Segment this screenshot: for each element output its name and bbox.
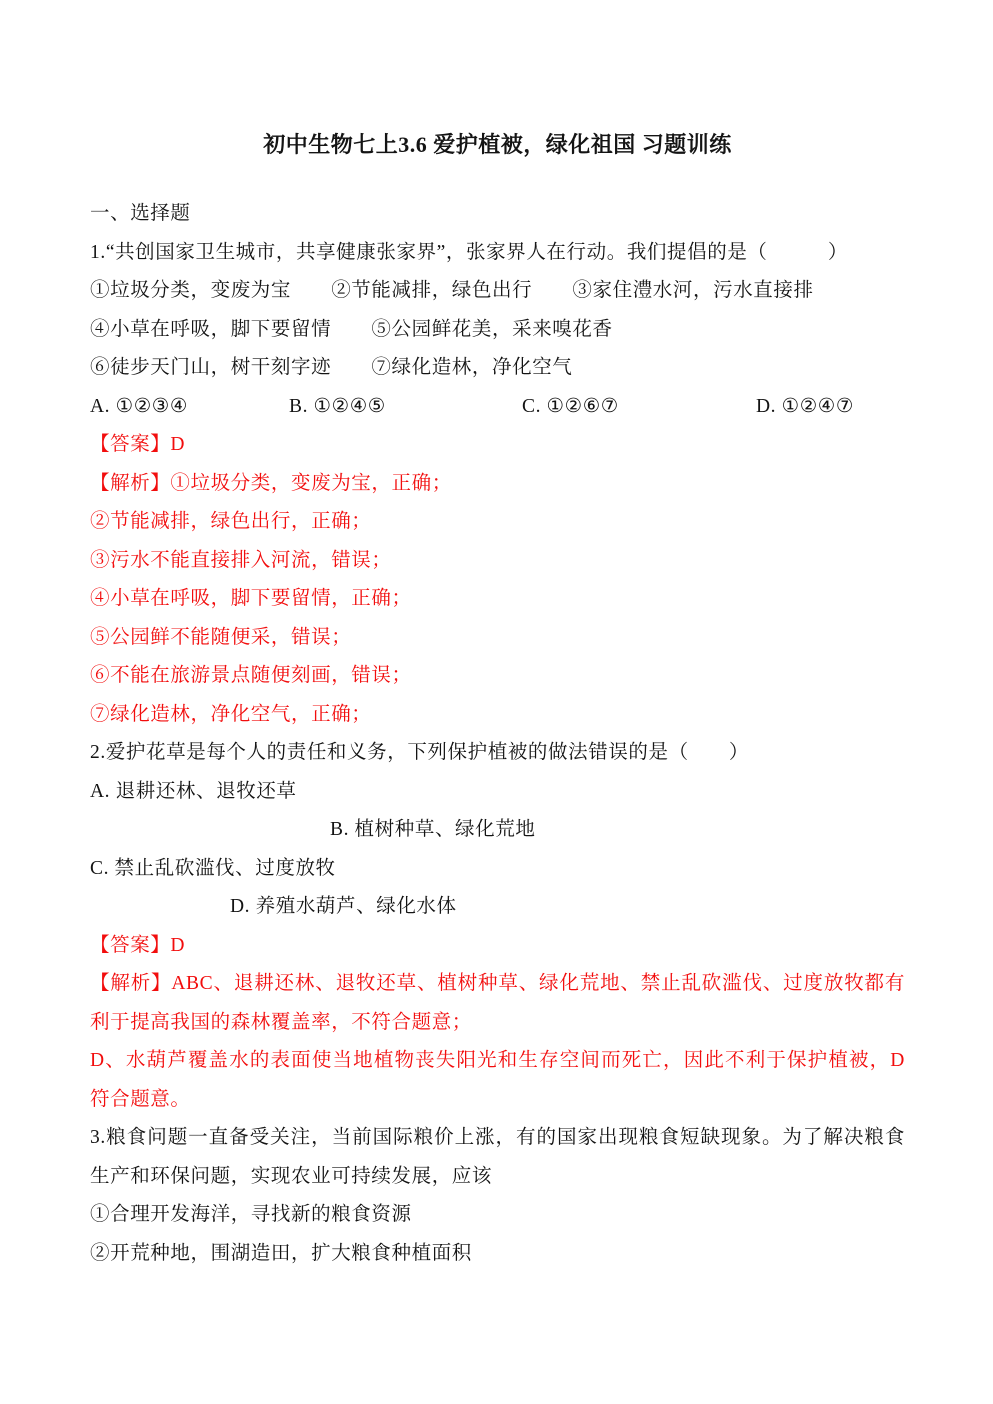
q2-option-d: D. 养殖水葫芦、绿化水体 [230, 896, 457, 917]
q3-stem-line-2: 生产和环保问题，实现农业可持续发展，应该 [90, 1165, 493, 1187]
q2-analysis-line-1: 【解析】ABC、退耕还林、退牧还草、植树种草、绿化荒地、禁止乱砍滥伐、过度放牧都有 [90, 973, 905, 994]
q1-option-d: D. ①②④⑦ [756, 395, 854, 417]
q2-option-a: A. 退耕还林、退牧还草 [90, 780, 297, 802]
q3-item-line-1: ①合理开发海洋，寻找新的粮食资源 [90, 1204, 412, 1225]
q1-analysis-line-4: ④小草在呼吸，脚下要留情，正确； [90, 588, 412, 609]
q2-answer: 【答案】D [90, 934, 186, 956]
q1-item-line-2: ④小草在呼吸，脚下要留情 ⑤公园鲜花美，采来嗅花香 [90, 318, 613, 340]
q1-analysis-line-7: ⑦绿化造林，净化空气，正确； [90, 703, 372, 725]
q2-analysis-line-4: 符合题意。 [90, 1088, 191, 1110]
q1-options-row [90, 388, 905, 427]
q1-stem: 1.“共创国家卫生城市，共享健康张家界”，张家界人在行动。我们提倡的是（ ） [90, 241, 848, 263]
q3-item-line-2: ②开荒种地，围湖造田，扩大粮食种植面积 [90, 1242, 472, 1264]
q1-analysis-line-5: ⑤公园鲜不能随便采，错误； [90, 626, 352, 648]
q1-item-line-3: ⑥徒步天门山，树干刻字迹 ⑦绿化造林，净化空气 [90, 357, 573, 378]
q3-stem-line-1: 3.粮食问题一直备受关注，当前国际粮价上涨，有的国家出现粮食短缺现象。为了解决粮食 [90, 1127, 905, 1148]
page-title: 初中生物七上3.6 爱护植被，绿化祖国 习题训练 [263, 132, 732, 157]
q1-item-line-1: ①垃圾分类，变废为宝 ②节能减排，绿色出行 ③家住澧水河，污水直接排 [90, 280, 814, 301]
document-content [90, 131, 905, 1273]
q1-analysis-line-6: ⑥不能在旅游景点随便刻画，错误； [90, 665, 412, 686]
q2-option-c: C. 禁止乱砍滥伐、过度放牧 [90, 857, 336, 879]
q1-option-b: B. ①②④⑤ [289, 395, 386, 417]
q1-analysis-line-2: ②节能减排，绿色出行，正确； [90, 511, 372, 532]
q1-option-c: C. ①②⑥⑦ [522, 395, 619, 417]
q1-analysis-line-3: ③污水不能直接排入河流，错误； [90, 549, 392, 571]
q2-option-b: B. 植树种草、绿化荒地 [330, 819, 536, 840]
q2-stem: 2.爱护花草是每个人的责任和义务，下列保护植被的做法错误的是（ ） [90, 742, 750, 763]
q2-analysis-line-2: 利于提高我国的森林覆盖率，不符合题意； [90, 1011, 472, 1033]
q1-analysis-line-1: 【解析】①垃圾分类，变废为宝，正确； [90, 472, 452, 494]
q1-option-a: A. ①②③④ [90, 395, 188, 417]
section-heading: 一、选择题 [90, 203, 191, 224]
q2-analysis-line-3: D、水葫芦覆盖水的表面使当地植物丧失阳光和生存空间而死亡，因此不利于保护植被，D [90, 1050, 905, 1071]
q1-answer: 【答案】D [90, 434, 186, 455]
